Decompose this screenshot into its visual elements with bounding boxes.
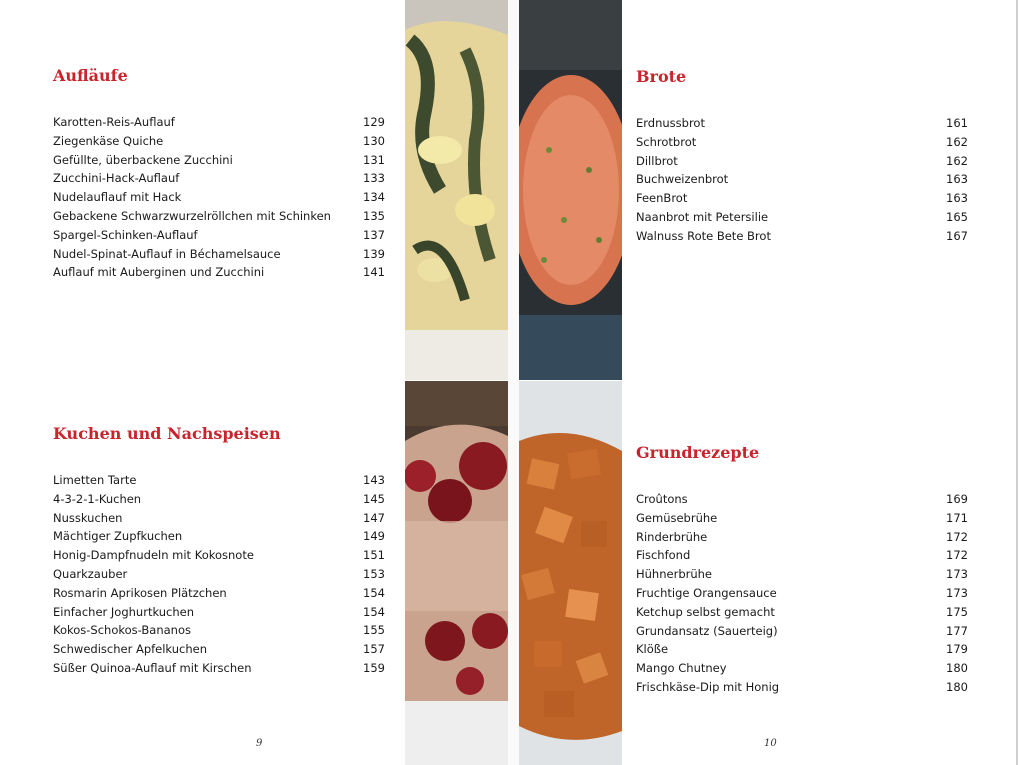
- toc-list: [636, 114, 968, 246]
- toc-entry-page: 139: [363, 246, 385, 261]
- toc-entry-label: Mango Chutney: [636, 661, 727, 676]
- section-brote: [636, 67, 968, 246]
- toc-entry-page: 133: [363, 171, 385, 186]
- toc-entry: [636, 227, 968, 246]
- toc-entry-label: Honig-Dampfnudeln mit Kokosnote: [53, 548, 254, 563]
- toc-entry-page: 169: [946, 492, 968, 506]
- toc-entry-label: Frischkäse-Dip mit Honig: [636, 679, 780, 694]
- toc-entry-page: 149: [363, 529, 385, 544]
- toc-entry: [53, 509, 385, 528]
- toc-entry-page: 151: [363, 548, 385, 563]
- toc-entry: [636, 208, 968, 227]
- toc-entry-label: Hühnerbrühe: [636, 567, 712, 582]
- toc-entry-label: Limetten Tarte: [53, 473, 137, 487]
- toc-entry-label: Einfacher Joghurtkuchen: [53, 604, 195, 619]
- toc-entry-label: Quarkzauber: [53, 566, 128, 581]
- toc-entry-label: Ziegenkäse Quiche: [53, 133, 164, 148]
- bread-photo: [519, 0, 622, 380]
- toc-entry-page: 162: [946, 134, 968, 149]
- toc-entry: [636, 170, 968, 189]
- toc-list: [636, 490, 968, 697]
- toc-entry-page: 162: [946, 153, 968, 168]
- toc-entry-page: 153: [363, 566, 385, 581]
- toc-entry-page: 173: [946, 567, 968, 582]
- book-gutter: [508, 0, 519, 765]
- toc-list: [53, 471, 385, 678]
- toc-entry: [53, 113, 385, 132]
- toc-entry-label: Buchweizenbrot: [636, 172, 729, 187]
- toc-entry: [53, 226, 385, 245]
- toc-entry-page: 159: [363, 660, 385, 675]
- pasta-bake-photo: [405, 0, 508, 380]
- toc-entry-page: 167: [946, 228, 968, 243]
- toc-entry-label: Spargel-Schinken-Auflauf: [53, 227, 198, 242]
- toc-entry-label: Schrotbrot: [636, 134, 697, 149]
- toc-entry: [636, 565, 968, 584]
- toc-entry-page: 161: [946, 116, 968, 130]
- toc-entry-label: Dillbrot: [636, 153, 678, 168]
- toc-entry-page: 129: [363, 115, 385, 129]
- toc-entry: [636, 584, 968, 603]
- toc-entry-label: Nudelauflauf mit Hack: [53, 190, 182, 205]
- toc-entry-page: 145: [363, 491, 385, 506]
- toc-entry: [53, 603, 385, 622]
- toc-entry: [636, 640, 968, 659]
- toc-entry: [53, 640, 385, 659]
- toc-entry-page: 180: [946, 679, 968, 694]
- toc-entry: [53, 169, 385, 188]
- toc-entry-label: Fischfond: [636, 548, 691, 563]
- toc-entry-label: Rosmarin Aprikosen Plätzchen: [53, 585, 227, 600]
- toc-entry: [53, 188, 385, 207]
- toc-entry-label: Auflauf mit Auberginen und Zucchini: [53, 265, 265, 280]
- toc-entry-label: Kokos-Schokos-Bananos: [53, 623, 191, 638]
- toc-entry-label: Croûtons: [636, 492, 688, 506]
- toc-entry-page: 157: [363, 642, 385, 657]
- toc-entry: [53, 132, 385, 151]
- toc-entry: [636, 603, 968, 622]
- toc-entry-page: 154: [363, 585, 385, 600]
- page-edge: [1016, 0, 1018, 765]
- toc-entry-label: 4-3-2-1-Kuchen: [53, 491, 142, 506]
- toc-entry-label: Klöße: [636, 642, 669, 657]
- toc-entry-page: 163: [946, 191, 968, 206]
- page-number-left: 9: [256, 738, 263, 749]
- toc-entry-label: Gefüllte, überbackene Zucchini: [53, 152, 233, 167]
- toc-entry-label: Gebackene Schwarzwurzelröllchen mit Schinken: [53, 208, 331, 223]
- toc-entry-label: Nudel-Spinat-Auflauf in Béchamelsauce: [53, 246, 281, 261]
- toc-entry: [636, 133, 968, 152]
- toc-entry: [53, 471, 385, 490]
- toc-entry-label: Ketchup selbst gemacht: [636, 604, 775, 619]
- section-grundrezepte: [636, 443, 968, 697]
- toc-entry: [636, 490, 968, 509]
- toc-entry-label: Walnuss Rote Bete Brot: [636, 228, 771, 243]
- toc-entry: [636, 678, 968, 697]
- toc-entry: [53, 621, 385, 640]
- toc-entry: [53, 490, 385, 509]
- toc-entry: [636, 152, 968, 171]
- toc-entry-label: Mächtiger Zupfkuchen: [53, 529, 183, 544]
- toc-entry-label: Rinderbrühe: [636, 529, 708, 544]
- toc-entry-page: 173: [946, 585, 968, 600]
- toc-entry-page: 175: [946, 604, 968, 619]
- croutons-photo: [519, 381, 622, 765]
- toc-entry-page: 177: [946, 623, 968, 638]
- toc-entry-page: 134: [363, 190, 385, 205]
- toc-entry: [53, 151, 385, 170]
- toc-entry-label: FeenBrot: [636, 191, 688, 206]
- toc-entry: [636, 622, 968, 641]
- toc-entry: [53, 527, 385, 546]
- toc-entry-page: 163: [946, 172, 968, 187]
- toc-entry: [53, 546, 385, 565]
- toc-entry: [636, 114, 968, 133]
- toc-entry-page: 180: [946, 661, 968, 676]
- toc-entry-label: Süßer Quinoa-Auflauf mit Kirschen: [53, 660, 252, 675]
- toc-entry-page: 141: [363, 265, 385, 280]
- toc-entry: [53, 245, 385, 264]
- toc-entry-label: Zucchini-Hack-Auflauf: [53, 171, 180, 186]
- section-title: Aufläufe: [53, 66, 128, 85]
- toc-entry-page: 147: [363, 510, 385, 525]
- toc-entry-label: Grundansatz (Sauerteig): [636, 623, 778, 638]
- section-title: Grundrezepte: [636, 443, 760, 462]
- toc-entry: [53, 584, 385, 603]
- section-kuchen-und-nachspeisen: [53, 424, 385, 678]
- toc-entry: [636, 528, 968, 547]
- toc-entry: [636, 546, 968, 565]
- toc-entry: [53, 207, 385, 226]
- toc-entry-label: Nusskuchen: [53, 510, 123, 525]
- toc-entry-page: 179: [946, 642, 968, 657]
- toc-list: [53, 113, 385, 282]
- page-number-right: 10: [764, 738, 777, 749]
- section-title: Kuchen und Nachspeisen: [53, 424, 281, 443]
- toc-entry-label: Schwedischer Apfelkuchen: [53, 642, 208, 657]
- toc-entry-page: 154: [363, 604, 385, 619]
- toc-entry: [636, 659, 968, 678]
- toc-entry-page: 143: [363, 473, 385, 487]
- section-auflaeufe: [53, 66, 385, 282]
- toc-entry: [53, 263, 385, 282]
- toc-entry-page: 155: [363, 623, 385, 638]
- toc-entry: [636, 189, 968, 208]
- toc-entry: [636, 509, 968, 528]
- toc-entry-page: 135: [363, 208, 385, 223]
- toc-entry-page: 137: [363, 227, 385, 242]
- section-title: Brote: [636, 67, 687, 86]
- toc-entry-page: 130: [363, 133, 385, 148]
- quinoa-cherry-bake-photo: [405, 381, 508, 765]
- toc-entry: [53, 565, 385, 584]
- toc-entry-page: 172: [946, 529, 968, 544]
- toc-entry-page: 131: [363, 152, 385, 167]
- toc-entry-label: Fruchtige Orangensauce: [636, 585, 777, 600]
- toc-entry: [53, 659, 385, 678]
- toc-entry-page: 172: [946, 548, 968, 563]
- toc-entry-page: 171: [946, 510, 968, 525]
- toc-entry-label: Erdnussbrot: [636, 116, 705, 130]
- toc-entry-label: Karotten-Reis-Auflauf: [53, 115, 175, 129]
- toc-entry-label: Naanbrot mit Petersilie: [636, 209, 769, 224]
- toc-entry-page: 165: [946, 209, 968, 224]
- toc-entry-label: Gemüsebrühe: [636, 510, 718, 525]
